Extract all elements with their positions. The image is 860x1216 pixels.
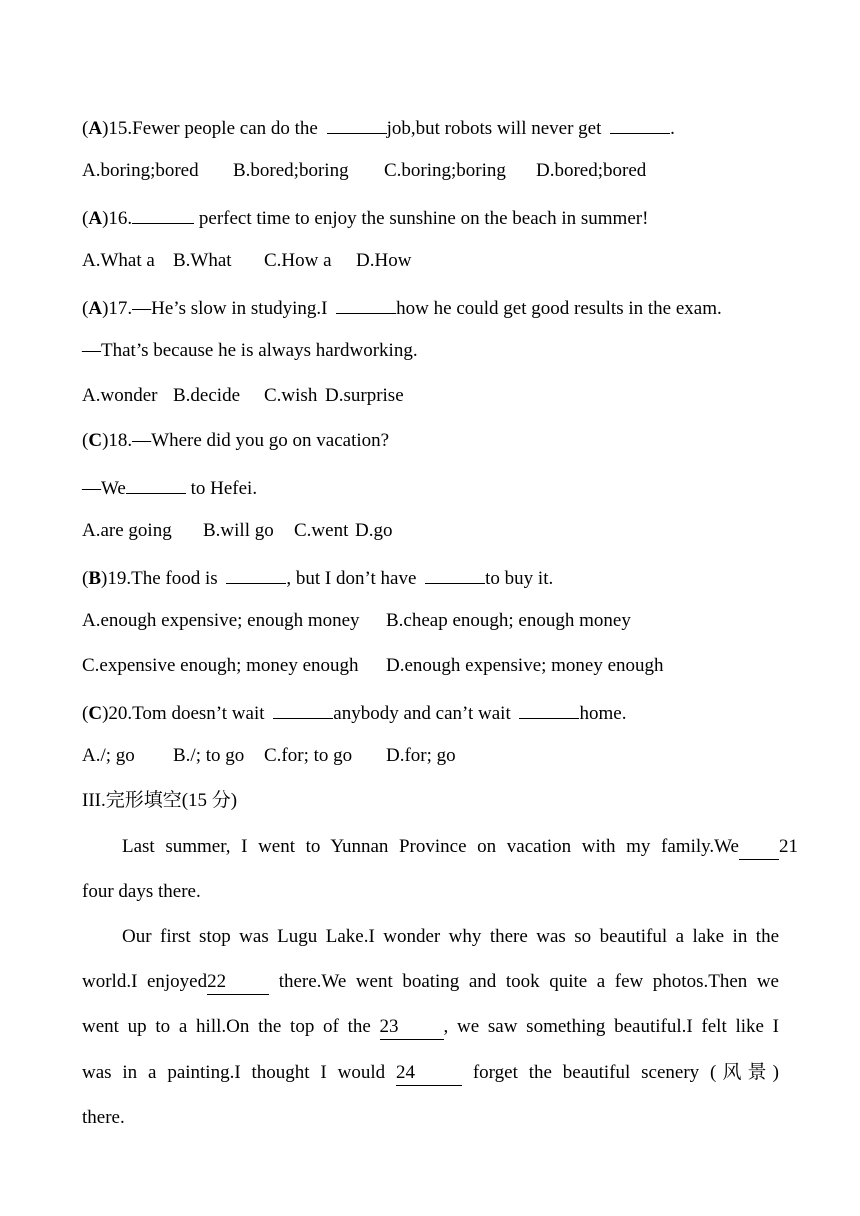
question-18: (C)18.—Where did you go on vacation? bbox=[82, 430, 390, 451]
question-text: —He’s slow in studying.I bbox=[132, 298, 333, 319]
blank bbox=[226, 561, 286, 584]
blank bbox=[519, 696, 579, 719]
blank-21: 21 bbox=[739, 835, 779, 860]
question-number: 19. bbox=[107, 568, 132, 589]
option: D.bored;bored bbox=[536, 160, 647, 181]
options-17 bbox=[82, 381, 782, 411]
option: B.cheap enough; enough money bbox=[386, 610, 631, 631]
option: D.How bbox=[356, 250, 412, 271]
question-number: 18. bbox=[108, 430, 133, 451]
option: A.are going bbox=[82, 520, 172, 541]
option: C.boring;boring bbox=[384, 160, 506, 181]
options-20 bbox=[82, 741, 782, 771]
question-text: —Where did you go on vacation? bbox=[132, 430, 390, 451]
option: A.wonder bbox=[82, 385, 158, 406]
question-text: job,but robots will never get bbox=[386, 118, 607, 139]
blank bbox=[273, 696, 333, 719]
passage-line: there. bbox=[82, 1107, 125, 1128]
answer-16: A bbox=[88, 208, 103, 229]
question-number: 16. bbox=[108, 208, 133, 229]
option: D.surprise bbox=[325, 385, 404, 406]
blank bbox=[336, 291, 396, 314]
question-16: (A)16. perfect time to enjoy the sunshine on the beach in summer! bbox=[82, 201, 782, 231]
blank bbox=[327, 111, 387, 134]
question-text: home. bbox=[579, 703, 627, 724]
option: A./; go bbox=[82, 745, 135, 766]
option: D.go bbox=[355, 520, 393, 541]
question-17: (A)17.—He’s slow in studying.I how he could get good results in the exam. bbox=[82, 291, 782, 321]
passage-line bbox=[82, 967, 779, 997]
passage-line: four days there. bbox=[82, 881, 201, 902]
option: C.How a bbox=[264, 250, 332, 271]
question-text: Tom doesn’t wait bbox=[132, 703, 270, 724]
option: B.will go bbox=[203, 520, 274, 541]
passage-text: forget the beautiful scenery (风景) bbox=[461, 1062, 779, 1083]
option: D.enough expensive; money enough bbox=[386, 655, 664, 676]
option: D.for; go bbox=[386, 745, 456, 766]
question-15: (A)15.Fewer people can do the job,but robots will never get . bbox=[82, 111, 782, 141]
blank bbox=[132, 201, 194, 224]
question-19: (B)19.The food is , but I don’t have to buy it. bbox=[82, 561, 782, 591]
option: B.decide bbox=[173, 385, 241, 406]
passage-text: went up to a hill.On the top of the bbox=[82, 1016, 380, 1037]
question-text: , but I don’t have bbox=[286, 568, 422, 589]
blank bbox=[126, 471, 186, 494]
option: B./; to go bbox=[173, 745, 245, 766]
passage-text: Last summer, I went to Yunnan Province on vacation with my family.We bbox=[122, 836, 739, 857]
option: B.What bbox=[173, 250, 232, 271]
reply-text: to Hefei. bbox=[185, 478, 258, 499]
reply-text: —We bbox=[82, 478, 126, 499]
question-number: 20. bbox=[108, 703, 133, 724]
passage-line: Our first stop was Lugu Lake.I wonder why there was so beautiful a lake in the bbox=[122, 926, 779, 947]
passage-text: there.We went boating and took quite a few photos.Then we bbox=[269, 971, 779, 992]
question-text: anybody and can’t wait bbox=[333, 703, 516, 724]
blank-23: 23 bbox=[380, 1015, 444, 1040]
options-19-line1 bbox=[82, 606, 782, 636]
blank bbox=[425, 561, 485, 584]
blank-22: 22 bbox=[207, 970, 269, 995]
question-text: how he could get good results in the exam. bbox=[396, 298, 722, 319]
option: A.boring;bored bbox=[82, 160, 199, 181]
option: A.enough expensive; enough money bbox=[82, 610, 360, 631]
blank-24: 24 bbox=[396, 1061, 462, 1086]
options-15 bbox=[82, 156, 782, 186]
option: C.went bbox=[294, 520, 349, 541]
question-text: Fewer people can do the bbox=[132, 118, 323, 139]
options-19-line2 bbox=[82, 651, 782, 681]
options-16 bbox=[82, 246, 782, 276]
question-20: (C)20.Tom doesn’t wait anybody and can’t wait home. bbox=[82, 696, 782, 726]
answer-18: C bbox=[88, 430, 103, 451]
answer-20: C bbox=[88, 703, 103, 724]
question-text: . bbox=[670, 118, 675, 139]
section-heading: III.完形填空(15 分) bbox=[82, 790, 238, 811]
question-text: The food is bbox=[131, 568, 223, 589]
question-number: 15. bbox=[108, 118, 133, 139]
passage-line bbox=[82, 1012, 779, 1042]
option: A.What a bbox=[82, 250, 155, 271]
option: C.expensive enough; money enough bbox=[82, 655, 359, 676]
options-18 bbox=[82, 516, 782, 546]
passage-text: , we saw something beautiful.I felt like I bbox=[443, 1016, 780, 1037]
question-text: to buy it. bbox=[485, 568, 554, 589]
option: C.for; to go bbox=[264, 745, 353, 766]
question-number: 17. bbox=[108, 298, 133, 319]
answer-17: A bbox=[88, 298, 103, 319]
passage-text: was in a painting.I thought I would bbox=[82, 1062, 396, 1083]
passage-line bbox=[82, 1058, 779, 1088]
blank bbox=[610, 111, 670, 134]
option: B.bored;boring bbox=[233, 160, 349, 181]
option: C.wish bbox=[264, 385, 318, 406]
answer-15: A bbox=[88, 118, 103, 139]
passage-line bbox=[82, 832, 798, 862]
question-text: perfect time to enjoy the sunshine on the beach in summer! bbox=[198, 208, 649, 229]
reply-17: —That’s because he is always hardworking. bbox=[82, 340, 418, 361]
reply-18 bbox=[82, 471, 782, 501]
answer-19: B bbox=[88, 568, 102, 589]
passage-text: world.I enjoyed bbox=[82, 971, 208, 992]
